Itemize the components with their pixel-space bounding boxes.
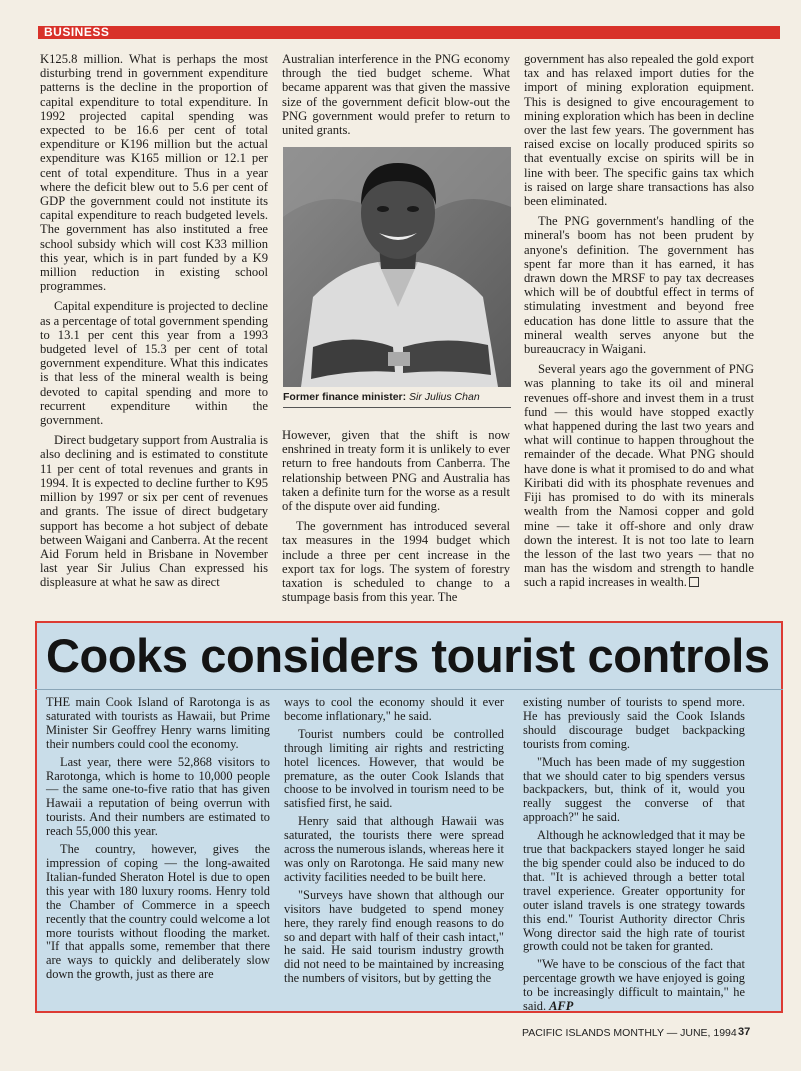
paragraph: Henry said that although Hawaii was saturated, the tourists there were spread across the numerous islands, whereas here it was only on Rarotonga. He said many new activity facilities needed to be built here. (284, 814, 504, 884)
article-column-2-top (282, 52, 510, 137)
article-column-2-bottom (282, 428, 510, 604)
section-label: BUSINESS (44, 25, 110, 39)
article-column-3 (524, 52, 754, 590)
article-headline: Cooks considers tourist controls (46, 629, 770, 682)
paragraph: However, given that the shift is now enshrined in treaty form it is unlikely to ever return to free handouts from Canberra. The relationship between PNG and Australia has taken a definite turn for the worse as a result of the dispute over aid funding. (282, 428, 510, 514)
paragraph: K125.8 million. What is perhaps the most disturbing trend in government expenditure patterns is the decline in the proportion of capital expenditure to total expenditure. In 1992 projected capital spending was expected to be 16.6 per cent of total expenditure or K196 million but the actual expenditure was K165 million or 12.1 per cent of total expenditure. Thus in a year where the deficit blew out to 5.6 per cent of GDP the government could not institute its capital expenditure to reach budgeted levels. The government has also instituted a free school subsidy which will cost K33 million this year, which is in part funded by a K9 million reduction in existing school programmes. (40, 52, 268, 294)
caption-label: Former finance minister: (283, 391, 407, 403)
end-of-article-icon (689, 577, 699, 587)
portrait-photo-illustration (283, 147, 511, 387)
box-column-1 (46, 696, 270, 982)
credit-line: AFP (549, 999, 574, 1014)
paragraph: "Surveys have shown that although our visitors have budgeted to spend money here, they rarely find enough reasons to do so and depart with half of their cash intact," he said. He said tourism industry growth did not need to be maintained by increasing the numbers of visitors, but by getting the (284, 887, 504, 986)
caption-divider (283, 407, 511, 408)
box-column-2 (284, 696, 504, 986)
box-column-3 (523, 696, 745, 1014)
portrait-photo (283, 147, 511, 387)
paragraph: Australian interference in the PNG economy through the tied budget scheme. What became apparent was that given the massive size of the government deficit blow-out the PNG government would prefer to return to united grants. (282, 52, 510, 138)
paragraph: "Much has been made of my suggestion that we should cater to big spenders versus backpackers, but, think of it, would you really suggest the converse of that approach?" he said. (523, 754, 745, 825)
paragraph: The PNG government's handling of the mineral's boom has not been prudent by anyone's definition. The government has spent far more than it has earned, it has drawn down the MRSF to pay tax decreases which will be of doubtful effect in terms of stimulating investment and beyond free education has done little to assure that the mineral wealth serves anyone but the bureaucracy in Waigani. (524, 214, 754, 357)
section-bar (38, 26, 780, 39)
paragraph: THE main Cook Island of Rarotonga is as saturated with tourists as Hawaii, but Prime Minister Sir Geoffrey Henry warns limiting their numbers could cool the economy. (46, 695, 270, 751)
paragraph-last (524, 362, 754, 589)
paragraph: The country, however, gives the impression of coping — the long-awaited Italian-funded Sheraton Hotel is due to open this year with 180 luxury rooms. Henry told the Chamber of Commerce in a speech recently that the country could welcome a lot more tourists without flooding the market. "If that appalls some, remember that there are ways to quickly and deliberately slow down the growth, just as there are (46, 842, 270, 982)
photo-caption (283, 391, 513, 404)
paragraph: Last year, there were 52,868 visitors to Rarotonga, which is home to 10,000 people — the same one-to-five ratio that has given Hawaii a reputation of being overrun with tourists. And their numbers are estimated to reach 55,000 this year. (46, 754, 270, 839)
paragraph: Tourist numbers could be controlled through limiting air rights and restricting hotel licences. However, that would be premature, as the outer Cook Islands that choose to be involved in tourism need to be satisfied first, he said. (284, 726, 504, 811)
headline-divider (35, 689, 783, 690)
paragraph: ways to cool the economy should it ever become inflationary," he said. (284, 695, 504, 723)
paragraph: Direct budgetary support from Australia is also declining and is estimated to constitute 11 per cent of total revenues and grants in 1994. It is expected to decline further to K95 million by 1997 or six per cent of revenues and grants. The issue of direct budgetary support has become a hot subject of debate between Waigani and Canberra. At the recent Aid Forum held in Brisbane in November last year Sir Julius Chan expressed his displeasure at what he saw as direct (40, 433, 268, 590)
publication-footer: PACIFIC ISLANDS MONTHLY — JUNE, 1994 (522, 1027, 737, 1039)
caption-name: Sir Julius Chan (409, 391, 480, 403)
paragraph-last (523, 958, 745, 1014)
paragraph: Capital expenditure is projected to decline as a percentage of total government spending to 13.1 per cent this year from a 1993 budgeted level of 15.3 per cent of total government expenditure. What this indicates is that less of the mineral wealth is being devoted to capital spending and more to recurrent expenditure within the government. (40, 299, 269, 428)
paragraph-text: Several years ago the government of PNG was planning to take its oil and mineral revenues off-shore and invest them in a trust fund — this would have stopped exactly what happened during the last two years and what will continue to happen throughout the remainder of the decade. What PNG should have done is what it promised to do and what Kiribati did with its phosphate revenues and Fiji has promised to do with its minerals wealth from the Namosi copper and gold mine — take it off-shore and only draw down the interest. It is not too late to learn the lesson of the last two years — that no man has the wisdom and strength to handle such a rapid increases in wealth. (524, 362, 754, 590)
paragraph-text: "We have to be conscious of the fact that percentage growth we have enjoyed is going to be increasingly difficult to maintain," he said. (523, 957, 745, 1014)
paragraph: Although he acknowledged that it may be true that backpackers stayed longer he said the big spender could also be induced to do that. "It is achieved through a better total travel experience. Greater opportunity for outer island travels is one strategy towards this end." Tourist Authority director Chris Wong director said the high rate of tourist growth could not be taken for granted. (523, 828, 745, 954)
paragraph: The government has introduced several tax measures in the 1994 budget which include a three per cent increase in the export tax for logs. The system of forestry taxation is scheduled to change to a stumpage basis from this year. The (282, 519, 510, 605)
article-column-1 (40, 52, 268, 590)
paragraph: government has also repealed the gold export tax and has relaxed import duties for the import of mining exploration equipment. This is designed to give encouragement to mining exploration which has been in decline over the last few years. The government has raised excise on locally produced spirits so that eventually excise on spirits will be in line with beer. The specific gains tax which is raised on large share transactions has also been eliminated. (524, 52, 754, 209)
page-number: 37 (738, 1026, 751, 1038)
paragraph: existing number of tourists to spend more. He has previously said the Cook Islands should discourage budget backpacking tourists from coming. (523, 695, 745, 751)
